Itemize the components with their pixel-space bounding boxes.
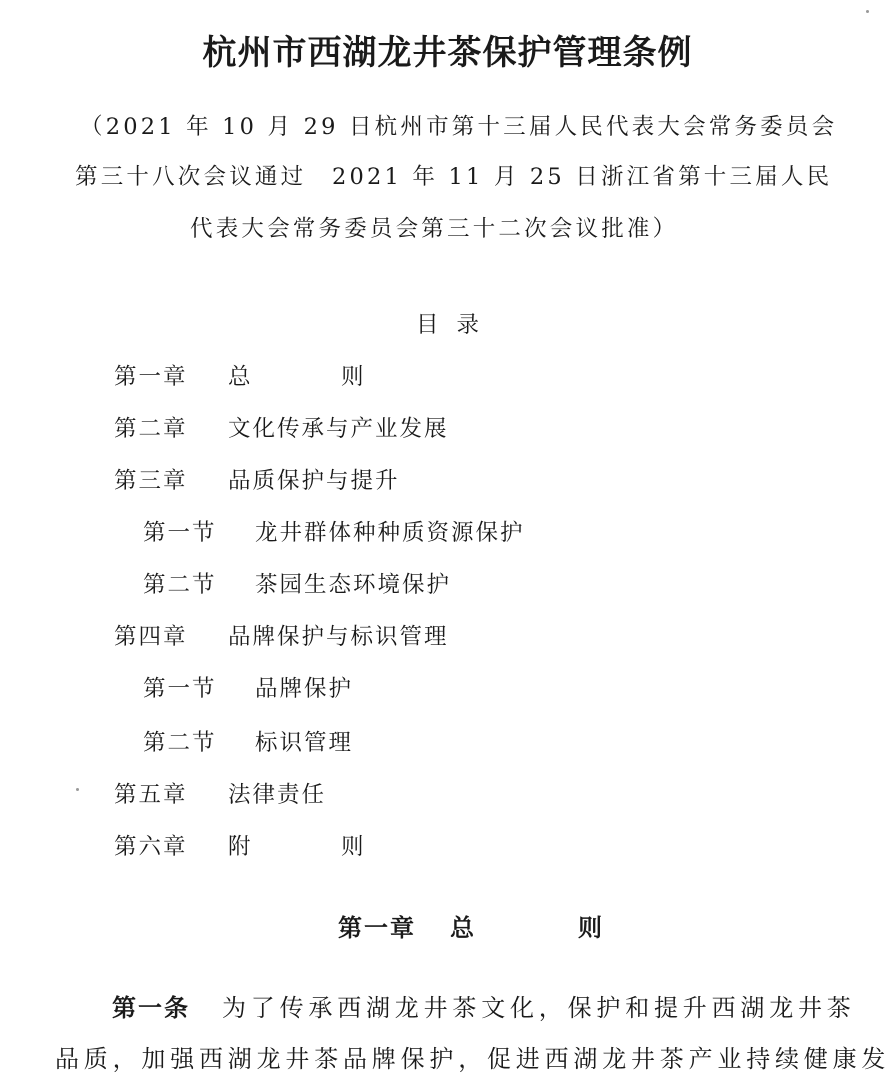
toc-item-chapter-5 <box>114 780 326 810</box>
article-1-line-2: 品质，加强西湖龙井茶品牌保护，促进西湖龙井茶产业持续健康发 <box>55 1045 891 1073</box>
subtitle-line-2: 第三十八次会议通过 2021 年 11 月 25 日浙江省第十三届人民 <box>75 164 833 190</box>
toc-item-title: 品牌保护与标识管理 <box>228 624 449 650</box>
chapter-title: 总 则 <box>450 913 642 942</box>
chapter-1-heading <box>338 912 642 944</box>
article-text: 为了传承西湖龙井茶文化，保护和提升西湖龙井茶 <box>222 994 856 1022</box>
scan-speck <box>76 788 79 791</box>
subtitle-line-3: 代表大会常务委员会第三十二次会议批准） <box>190 216 679 242</box>
toc-item-number: 第三章 <box>114 468 188 494</box>
toc-item-number: 第一节 <box>143 676 217 702</box>
toc-item-chapter-4 <box>114 622 449 652</box>
toc-item-title: 品牌保护 <box>255 676 354 702</box>
toc-item-ch4-section-1 <box>143 674 353 704</box>
toc-item-title: 龙井群体种种质资源保护 <box>255 520 525 546</box>
toc-item-ch4-section-2 <box>143 728 353 758</box>
toc-item-number: 第二节 <box>143 730 217 756</box>
toc-item-number: 第一章 <box>114 364 188 390</box>
toc-item-title: 附 则 <box>228 834 398 860</box>
toc-item-title: 文化传承与产业发展 <box>228 416 449 442</box>
toc-item-number: 第六章 <box>114 834 188 860</box>
toc-item-title: 总 则 <box>228 364 398 390</box>
toc-item-chapter-3 <box>114 466 400 496</box>
toc-item-title: 法律责任 <box>228 782 327 808</box>
toc-item-title: 茶园生态环境保护 <box>255 572 452 598</box>
subtitle-line-1: （2021 年 10 月 29 日杭州市第十三届人民代表大会常务委员会 <box>80 114 838 140</box>
toc-item-chapter-1 <box>114 362 398 392</box>
toc-heading: 目录 <box>415 312 497 338</box>
toc-item-number: 第一节 <box>143 520 217 546</box>
toc-item-ch3-section-2 <box>143 570 451 600</box>
toc-item-ch3-section-1 <box>143 518 525 548</box>
toc-item-number: 第二节 <box>143 572 217 598</box>
article-number: 第一条 <box>112 993 190 1022</box>
toc-item-number: 第四章 <box>114 624 188 650</box>
chapter-number: 第一章 <box>338 913 416 942</box>
document-title: 杭州市西湖龙井茶保护管理条例 <box>202 33 693 73</box>
scan-speck <box>866 10 869 13</box>
toc-item-chapter-6 <box>114 832 398 862</box>
toc-item-title: 标识管理 <box>255 730 354 756</box>
article-1-line-1 <box>112 992 895 1024</box>
toc-item-number: 第五章 <box>114 782 188 808</box>
toc-item-number: 第二章 <box>114 416 188 442</box>
toc-item-title: 品质保护与提升 <box>228 468 400 494</box>
toc-item-chapter-2 <box>114 414 449 444</box>
